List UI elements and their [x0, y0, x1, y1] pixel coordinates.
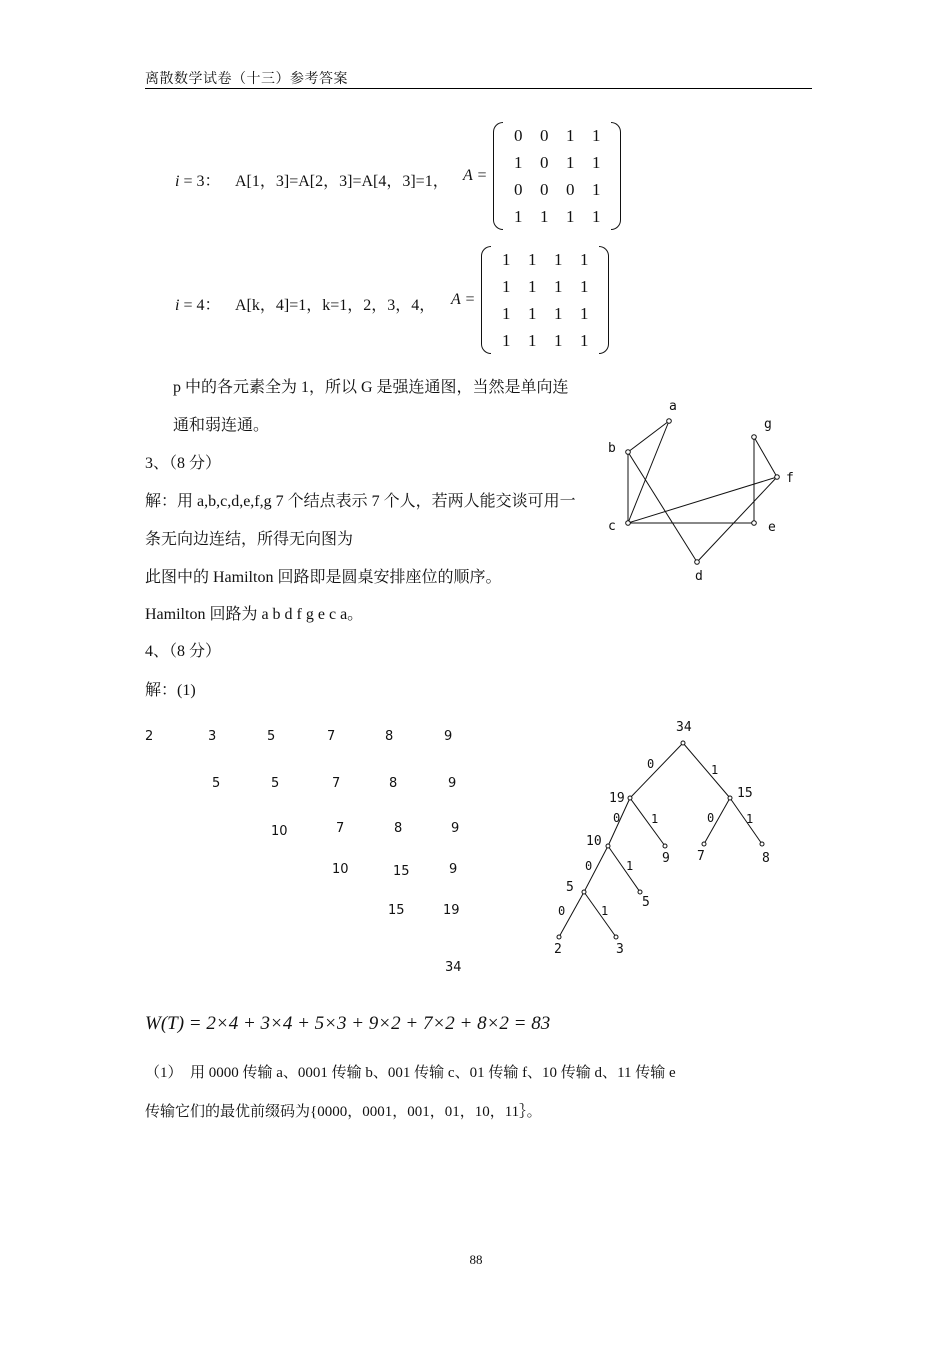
ht-r1-c2: 7: [332, 776, 341, 791]
page-header-title: 离散数学试卷（十三）参考答案: [145, 72, 348, 87]
para1-line1: p 中的各元素全为 1，所以 G 是强连通图，当然是单向连: [173, 379, 569, 396]
q3-line2: 条无向边连结，所得无向图为: [145, 531, 354, 548]
ht-r0-c4: 8: [385, 729, 394, 744]
para1-line2: 通和弱连通。: [173, 417, 270, 434]
section_i4-cell-0-2: 1: [554, 249, 563, 269]
ht-r4-c1: 19: [443, 903, 460, 918]
i3-var: i: [175, 173, 180, 190]
tree-node-2: 2: [554, 942, 562, 957]
tree-edge-5: 1: [746, 812, 754, 826]
tree-node-8: 8: [762, 851, 770, 866]
tree-edge-3: 1: [651, 812, 659, 826]
i3-label: [175, 168, 220, 191]
weight-formula: W(T) = 2×4 + 3×4 + 5×3 + 9×2 + 7×2 + 8×2 = 83: [145, 1013, 551, 1034]
tree-node-5-internal: 5: [566, 880, 574, 895]
answer-line2: 传输它们的最优前缀码为{0000，0001，001，01，10，11｝。: [145, 1104, 542, 1120]
section_i4-cell-0-1: 1: [528, 249, 537, 269]
q3-line3: 此图中的 Hamilton 回路即是圆桌安排座位的顺序。: [145, 569, 502, 586]
section_i3-cell-2-3: 1: [592, 179, 601, 199]
section_i4-cell-2-3: 1: [580, 303, 589, 323]
tree-edge-6: 0: [585, 859, 593, 873]
section_i4-cell-1-3: 1: [580, 276, 589, 296]
tree-edge-2: 0: [613, 811, 621, 825]
ht-r1-c0: 5: [212, 776, 221, 791]
tree-node-7: 7: [697, 849, 705, 864]
section_i4-cell-1-0: 1: [502, 276, 511, 296]
ht-r2-c2: 8: [394, 821, 403, 836]
matrix-i3-body: [493, 122, 621, 230]
section_i4-cell-0-0: 1: [502, 249, 511, 269]
matrix-i4: [451, 246, 609, 354]
tree-edge-9: 1: [601, 904, 609, 918]
ht-r2-c3: 9: [451, 821, 460, 836]
tree-edge-7: 1: [626, 859, 634, 873]
tree-edge-4: 0: [707, 811, 715, 825]
tree-node-19: 19: [609, 791, 625, 806]
section_i3-cell-1-2: 1: [566, 152, 575, 172]
section_i4-cell-3-0: 1: [502, 330, 511, 350]
section_i3-cell-3-2: 1: [566, 206, 575, 226]
matrix-i4-body: [481, 246, 609, 354]
tree-node-10: 10: [586, 834, 602, 849]
section_i3-cell-3-1: 1: [540, 206, 549, 226]
tree-edge-8: 0: [558, 904, 566, 918]
q4-heading: 4、（8 分）: [145, 643, 222, 660]
graph-label-a: a: [669, 399, 677, 414]
section_i3-cell-1-1: 0: [540, 152, 549, 172]
section_i3-cell-1-0: 1: [514, 152, 523, 172]
ht-r0-c0: 2: [145, 729, 154, 744]
i3-text: A[1，3]=A[2，3]=A[4，3]=1，: [235, 173, 449, 190]
matrix-i4-label: A =: [451, 291, 476, 308]
section_i3-cell-0-0: 0: [514, 125, 523, 145]
ht-r0-c3: 7: [327, 729, 336, 744]
graph-label-c: c: [608, 519, 616, 534]
section_i3-cell-2-0: 0: [514, 179, 523, 199]
i3-cond: = 3：: [179, 173, 221, 190]
ht-r2-c1: 7: [336, 821, 345, 836]
section_i4-cell-3-1: 1: [528, 330, 537, 350]
ht-r3-c0: 10: [332, 862, 349, 877]
ht-r0-c5: 9: [444, 729, 453, 744]
q4-sub: 解：(1): [145, 682, 196, 699]
ht-r3-c1: 15: [393, 864, 410, 879]
tree-node-3: 3: [616, 942, 624, 957]
tree-node-5-leaf: 5: [642, 895, 650, 910]
ht-r1-c3: 8: [389, 776, 398, 791]
section_i3-cell-0-3: 1: [592, 125, 601, 145]
graph-label-d: d: [695, 569, 703, 584]
ht-r4-c0: 15: [388, 903, 405, 918]
matrix-i3: [463, 122, 621, 230]
section_i4-cell-2-0: 1: [502, 303, 511, 323]
tree-node-34: 34: [676, 720, 692, 735]
section_i3-cell-3-0: 1: [514, 206, 523, 226]
i4-cond: = 4：: [179, 297, 221, 314]
graph-label-g: g: [764, 417, 772, 432]
answer-line1: （1） 用 0000 传输 a、0001 传输 b、001 传输 c、01 传输 f、10 传输 d、11 传输 e: [145, 1065, 676, 1081]
graph-label-e: e: [768, 520, 776, 535]
ht-r0-c2: 5: [267, 729, 276, 744]
i4-label: [175, 292, 220, 315]
section_i3-cell-0-2: 1: [566, 125, 575, 145]
section_i3-cell-3-3: 1: [592, 206, 601, 226]
section_i3-cell-2-2: 0: [566, 179, 575, 199]
q3-line4: Hamilton 回路为 a b d f g e c a。: [145, 606, 364, 623]
tree-edge-0: 0: [647, 757, 655, 771]
ht-r0-c1: 3: [208, 729, 217, 744]
section_i3-cell-2-1: 0: [540, 179, 549, 199]
section_i4-cell-1-1: 1: [528, 276, 537, 296]
ht-r1-c4: 9: [448, 776, 457, 791]
section_i4-cell-3-2: 1: [554, 330, 563, 350]
section_i4-cell-2-2: 1: [554, 303, 563, 323]
i4-text: A[k，4]=1，k=1，2，3，4，: [235, 297, 436, 314]
i4-var: i: [175, 297, 180, 314]
graph-label-b: b: [608, 441, 616, 456]
graph-label-f: f: [786, 471, 794, 486]
section_i4-cell-0-3: 1: [580, 249, 589, 269]
tree-edge-1: 1: [711, 763, 719, 777]
section_i3-cell-1-3: 1: [592, 152, 601, 172]
tree-node-9: 9: [662, 851, 670, 866]
section_i3-cell-0-1: 0: [540, 125, 549, 145]
tree-node-15: 15: [737, 786, 753, 801]
q3-heading: 3、（8 分）: [145, 455, 222, 472]
page-number: 88: [469, 1252, 483, 1267]
ht-r1-c1: 5: [271, 776, 280, 791]
header-rule: [145, 88, 812, 89]
section_i4-cell-3-3: 1: [580, 330, 589, 350]
ht-r3-c2: 9: [449, 862, 458, 877]
ht-r5-c0: 34: [445, 960, 462, 975]
undirected-graph: [600, 390, 810, 590]
section_i4-cell-1-2: 1: [554, 276, 563, 296]
q3-line1: 解：用 a,b,c,d,e,f,g 7 个结点表示 7 个人，若两人能交谈可用一: [145, 493, 576, 510]
section_i4-cell-2-1: 1: [528, 303, 537, 323]
huffman-tree: [540, 710, 800, 970]
matrix-i3-label: A =: [463, 167, 488, 184]
ht-r2-c0: 10: [271, 824, 288, 839]
